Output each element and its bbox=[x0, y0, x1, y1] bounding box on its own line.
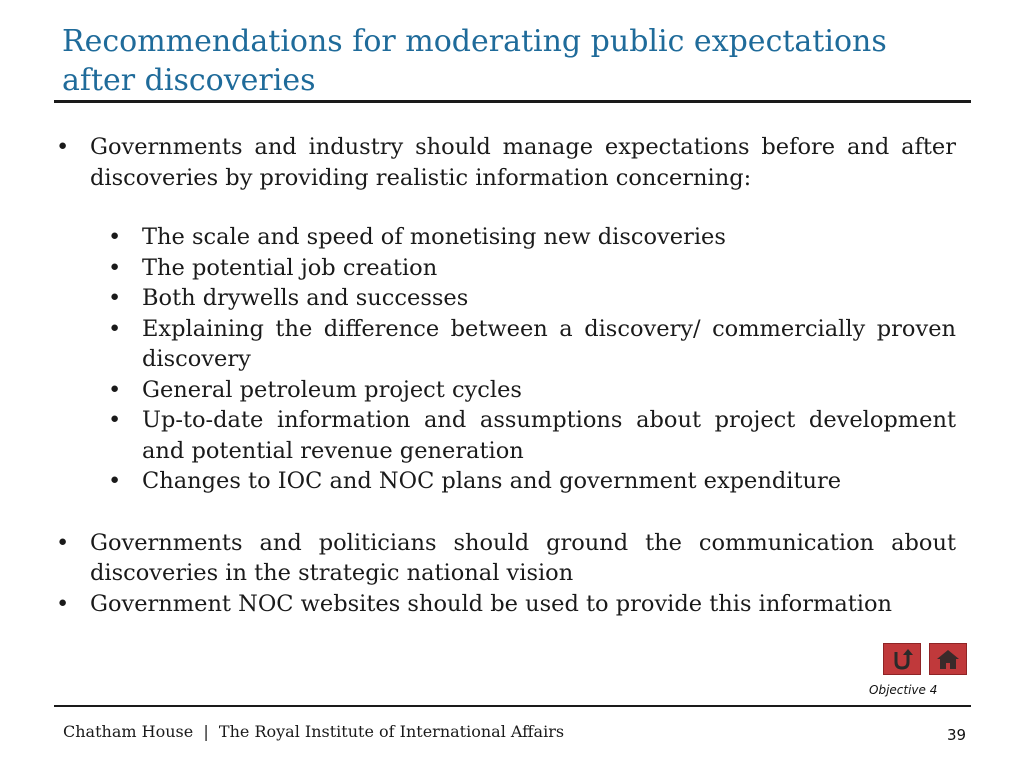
sub-bullet-list bbox=[108, 222, 956, 497]
footer-text: Chatham House | The Royal Institute of International Affairs bbox=[63, 722, 565, 741]
bullet-marker: • bbox=[108, 285, 122, 311]
sub-bullet-text: Changes to IOC and NOC plans and government expenditure bbox=[142, 468, 842, 494]
bullet-marker: • bbox=[108, 407, 122, 433]
bullet-marker: • bbox=[56, 134, 70, 160]
sub-bullet-text: Both drywells and successes bbox=[142, 285, 469, 311]
sub-bullet bbox=[108, 375, 956, 406]
return-arrow-icon bbox=[889, 646, 915, 672]
main-bullet-text: Governments and industry should manage expectations before and after discoveries by providing realistic information concerning: bbox=[90, 134, 956, 191]
footer-divider bbox=[54, 705, 971, 707]
sub-bullet bbox=[108, 253, 956, 284]
bullet-marker: • bbox=[108, 224, 122, 250]
main-bullet bbox=[56, 132, 956, 193]
sub-bullet-text: The scale and speed of monetising new discoveries bbox=[142, 224, 726, 250]
bullet-marker: • bbox=[108, 254, 122, 281]
bullet-marker: • bbox=[108, 468, 122, 494]
sub-bullet bbox=[108, 283, 956, 314]
bullet-marker: • bbox=[108, 376, 122, 403]
back-button[interactable] bbox=[883, 643, 921, 675]
sub-bullet-text: Explaining the difference between a discovery/ commercially proven discovery bbox=[142, 315, 956, 372]
slide-body bbox=[56, 132, 956, 619]
page-number: 39 bbox=[947, 726, 967, 744]
sub-bullet-text: Up-to-date information and assumptions about project development and potential revenue generation bbox=[142, 407, 956, 464]
main-bullet bbox=[56, 589, 956, 620]
bullet-marker: • bbox=[56, 590, 70, 617]
sub-bullet bbox=[108, 466, 956, 497]
home-button[interactable] bbox=[929, 643, 967, 675]
bottom-bullet-list bbox=[56, 528, 956, 620]
objective-label: Objective 4 bbox=[869, 683, 938, 697]
sub-bullet-text: The potential job creation bbox=[142, 254, 438, 281]
sub-bullet bbox=[108, 222, 956, 253]
title-divider bbox=[54, 100, 971, 103]
sub-bullet-text: General petroleum project cycles bbox=[142, 376, 522, 403]
main-bullet-text: Government NOC websites should be used to provide this information bbox=[90, 590, 893, 617]
main-bullet bbox=[56, 528, 956, 589]
bullet-marker: • bbox=[56, 529, 70, 556]
main-bullet-text: Governments and politicians should ground the communication about discoveries in the strategic national vision bbox=[90, 529, 956, 586]
home-icon bbox=[934, 646, 962, 672]
bullet-marker: • bbox=[108, 315, 122, 342]
sub-bullet bbox=[108, 314, 956, 375]
slide-title: Recommendations for moderating public expectations after discoveries bbox=[62, 24, 887, 98]
sub-bullet bbox=[108, 405, 956, 466]
